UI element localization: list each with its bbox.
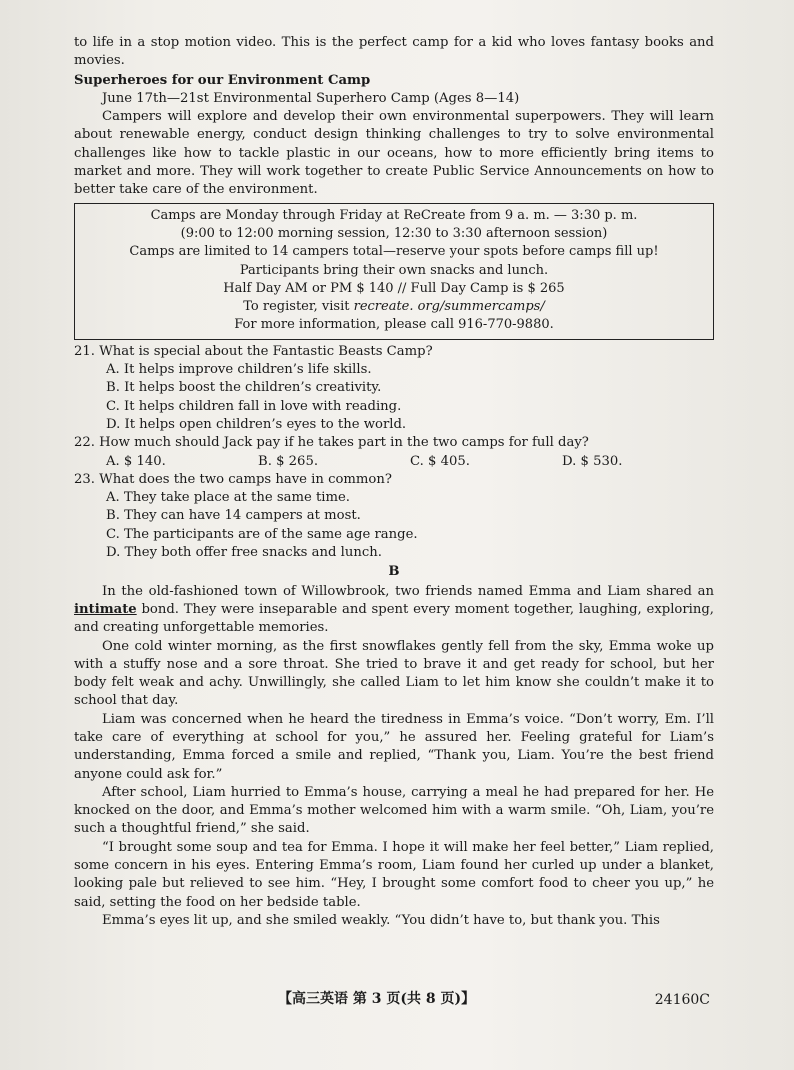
- option-b: B. It helps boost the children’s creativity.: [106, 380, 382, 396]
- info-line-snacks: Participants bring their own snacks and lunch.: [239, 262, 549, 278]
- passage-b-paragraph-6: Emma’s eyes lit up, and she smiled weakly. “You didn’t have to, but thank you. This: [102, 912, 660, 928]
- section-label-b: B: [388, 564, 400, 580]
- question-stem: 21. What is special about the Fantastic Beasts Camp?: [74, 343, 433, 359]
- option-d: D. They both offer free snacks and lunch.: [106, 545, 382, 561]
- question-21: [74, 343, 714, 434]
- info-line-price: Half Day AM or PM $ 140 // Full Day Camp is $ 265: [223, 280, 565, 296]
- option-row: [74, 453, 714, 471]
- option-a: A. They take place at the same time.: [106, 490, 350, 506]
- passage-b-paragraph-5: “I brought some soup and tea for Emma. I hope it will make her feel better,” Liam replied, some concern in his eyes. Entering Emma’s room, Liam found her curled up under a blanket, looking pale but relieved to see him. “Hey, I brought some comfort food to cheer you up,” he said, setting the food on her bedside table.: [74, 839, 714, 910]
- intro-line: to life in a stop motion video. This is the perfect camp for a kid who loves fantasy books and movies.: [74, 35, 714, 69]
- camp-title: Superheroes for our Environment Camp: [74, 72, 371, 88]
- info-line-contact: For more information, please call 916-770-9880.: [234, 317, 554, 333]
- option-a: A. $ 140.: [106, 453, 166, 469]
- option-a: A. It helps improve children’s life skills.: [106, 362, 372, 378]
- option-c: C. It helps children fall in love with reading.: [106, 398, 402, 414]
- info-line-sessions: (9:00 to 12:00 morning session, 12:30 to 3:30 afternoon session): [180, 225, 608, 241]
- p1-text-before: In the old-fashioned town of Willowbrook, two friends named Emma and Liam shared an: [102, 583, 714, 599]
- passage-b-paragraph-3: Liam was concerned when he heard the tiredness in Emma’s voice. “Don’t worry, Em. I’ll take care of everything at school for you,” he assured her. Feeling grateful for Liam’s understanding, Emma forced a smile and replied, “Thank you, Liam. You’re the best friend anyone could ask for.”: [74, 711, 714, 782]
- passage-b-paragraph-2: One cold winter morning, as the first snowflakes gently fell from the sky, Emma woke up with a stuffy nose and a sore throat. She tried to brave it and get ready for school, but her body felt weak and achy. Unwillingly, she called Liam to let him know she couldn’t make it to school that day.: [74, 638, 714, 709]
- camp-info-box: [74, 203, 714, 340]
- exam-code: 24160C: [654, 992, 710, 1008]
- page-content: [74, 34, 714, 930]
- page-footer: [0, 986, 794, 1010]
- option-d: D. It helps open children’s eyes to the world.: [106, 416, 407, 432]
- passage-b-paragraph-4: After school, Liam hurried to Emma’s house, carrying a meal he had prepared for her. He knocked on the door, and Emma’s mother welcomed him with a warm smile. “Oh, Liam, you’re such a thoughtful friend,” she said.: [74, 784, 714, 837]
- option-c: C. The participants are of the same age range.: [106, 526, 418, 542]
- camp-description: Campers will explore and develop their own environmental superpowers. They will learn about renewable energy, conduct design thinking challenges to try to solve environmental challenges like how to tackle plastic in our oceans, how to more efficiently bring items to market and more. They will work together to create Public Service Announcements on how to better take care of the environment.: [74, 109, 714, 198]
- option-d: D. $ 530.: [562, 453, 623, 469]
- info-line-schedule: Camps are Monday through Friday at ReCreate from 9 a. m. — 3:30 p. m.: [150, 207, 638, 223]
- question-22: [74, 434, 714, 471]
- option-c: C. $ 405.: [410, 453, 470, 469]
- question-stem: 23. What does the two camps have in common?: [74, 471, 392, 487]
- camp-dates: June 17th—21st Environmental Superhero Camp (Ages 8—14): [102, 90, 520, 106]
- register-link[interactable]: recreate. org/summercamps/: [353, 299, 545, 315]
- option-b: B. $ 265.: [258, 453, 319, 469]
- info-line-limit: Camps are limited to 14 campers total—reserve your spots before camps fill up!: [129, 244, 659, 260]
- info-line-register: [83, 298, 705, 316]
- p1-text-after: bond. They were inseparable and spent every moment together, laughing, exploring, and creating unforgettable memories.: [74, 601, 714, 636]
- option-b: B. They can have 14 campers at most.: [106, 508, 361, 524]
- underlined-word-intimate: intimate: [74, 601, 137, 617]
- page-number-label: 【高三英语 第 3 页(共 8 页)】: [278, 991, 476, 1007]
- question-stem: 22. How much should Jack pay if he takes part in the two camps for full day?: [74, 435, 589, 451]
- register-prefix: To register, visit: [243, 299, 354, 315]
- question-23: [74, 471, 714, 562]
- passage-b-paragraph-1: [74, 583, 714, 638]
